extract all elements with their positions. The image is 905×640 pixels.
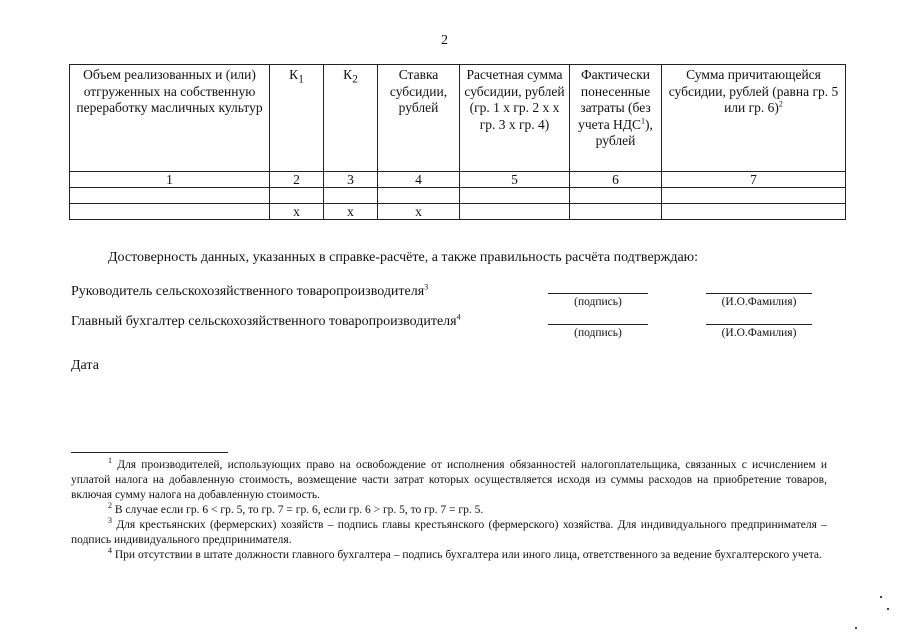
page-number: 2 [441,33,448,48]
footnote: $^2$ В случае если гр. 6 < гр. 5, то гр. 7 = гр. 6, если гр. 6 > гр. 5, то гр. 7 = гр. 5. [108,501,484,516]
signature-line-accountant: (подпись) [548,324,648,339]
table-cell: x [270,204,324,220]
column-number: 2 [270,172,324,188]
footnote: $^4$ При отсутствии в штате должности главного бухгалтера – подпись бухгалтера или иного лица, ответственного за ведение бухгалтерского учета. [108,546,822,561]
footnote: $^3$ Для крестьянских (фермерских) хозяйств – подпись главы крестьянского (фермерского) хозяйства. Для индивидуального предпринимателя – подпись индивидуального предпринимателя. [71,516,828,546]
confirmation-text: Достоверность данных, указанных в справке-расчёте, а также правильность расчёта подтверждаю: [108,250,699,265]
header-k2: $К_2$ [324,65,378,172]
column-number: 5 [460,172,570,188]
column-number: 7 [662,172,846,188]
footnotes [71,458,827,563]
table-cell [460,204,570,220]
column-number: 6 [570,172,662,188]
signature-role-accountant: Главный бухгалтер сельскохозяйственного товаропроизводителя$^4$ [71,312,461,329]
table-cell [570,188,662,204]
scan-speck [855,627,857,629]
table-row [70,188,846,204]
scan-speck [887,608,889,610]
subsidy-calculation-table [69,64,846,220]
scan-speck [880,596,882,598]
signature-role-head: Руководитель сельскохозяйственного товаропроизводителя$^3$ [71,282,429,299]
column-number: 1 [70,172,270,188]
table-cell [662,204,846,220]
table-cell [378,188,460,204]
table-cell [70,204,270,220]
header-rate: Ставка субсидии, рублей [378,65,460,172]
footnote-divider [71,452,228,453]
date-label: Дата [71,358,99,373]
header-calculated-sum: Расчетная сумма субсидии, рублей (гр. 1 х гр. 2 х х гр. 3 х гр. 4) [460,65,570,172]
name-line-head: (И.О.Фамилия) [706,293,812,308]
signature-line-head: (подпись) [548,293,648,308]
table-cell: x [378,204,460,220]
name-line-accountant: (И.О.Фамилия) [706,324,812,339]
footnote: $^1$ Для производителей, использующих право на освобождение от исполнения обязанностей налогоплательщика, связанных с исчислением и уплатой налога на добавленную стоимость, возмещение части затрат которых осуществляется исходя из суммы расходов на приобретение товаров, включая сумму налога на добавленную стоимость. [71,456,827,501]
table-row [70,204,846,220]
header-actual-costs: Фактически понесенные затраты (без учета НДС$^1$), рублей [570,65,662,172]
table-cell [662,188,846,204]
header-due-sum: Сумма причитающейся субсидии, рублей (равна гр. 5 или гр. 6)$^2$ [662,65,846,172]
table-cell: x [324,204,378,220]
table-header-row [70,65,846,172]
column-number: 4 [378,172,460,188]
table-cell [460,188,570,204]
table-cell [570,204,662,220]
column-number-row [70,172,846,188]
table-cell [324,188,378,204]
header-k1: $К_1$ [270,65,324,172]
column-number: 3 [324,172,378,188]
table-cell [270,188,324,204]
table-cell [70,188,270,204]
header-volume: Объем реализованных и (или) отгруженных на собственную переработку масличных культур [70,65,270,172]
